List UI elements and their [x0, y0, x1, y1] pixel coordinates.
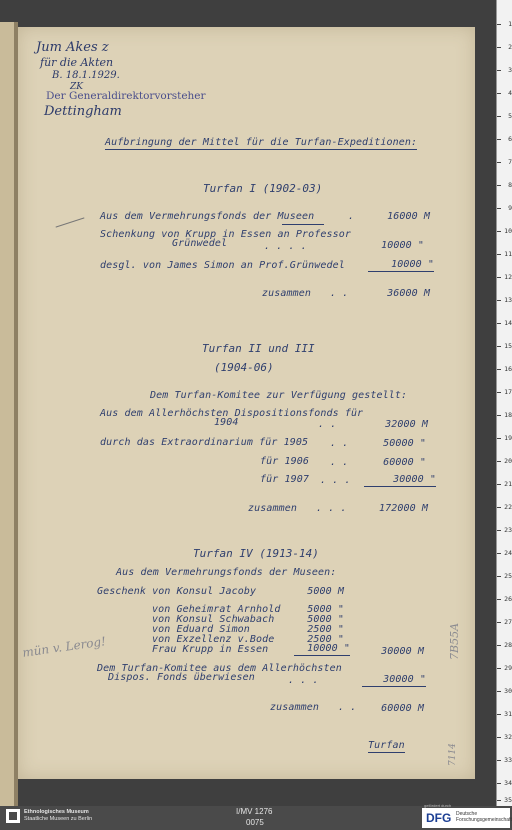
s1-total: 36000 M — [387, 288, 430, 299]
s1-total-dots: . . — [330, 288, 349, 299]
ruler-tick: 7 — [497, 159, 512, 166]
s2-intro: Dem Turfan-Komitee zur Verfügung gestellt: — [150, 390, 408, 401]
s1-row3-amount: 10000 " — [368, 259, 434, 272]
ruler-tick: 32 — [497, 734, 512, 741]
ruler-tick: 1 — [497, 21, 512, 28]
ruler-tick: 6 — [497, 136, 512, 143]
margin-note-line1: Jum Akes z — [36, 40, 109, 55]
s2-total-dots: . . . — [316, 503, 347, 514]
ruler-tick: 17 — [497, 389, 512, 396]
s3-total-label: zusammen — [270, 702, 319, 713]
s1-total-label: zusammen — [262, 288, 311, 299]
s1-row3-text: desgl. von James Simon an Prof.Grünwedel — [100, 260, 345, 271]
s2-row2-amount: 50000 " — [383, 438, 426, 449]
footer-page-number: 0075 — [246, 818, 264, 827]
s2-row4-dots: . . . — [320, 475, 351, 486]
document-title: Aufbringung der Mittel für die Turfan-Expeditionen: — [105, 137, 418, 148]
s1-underline-mark — [282, 224, 324, 225]
ruler-tick: 15 — [497, 343, 512, 350]
s2-row1-year: 1904 — [214, 417, 239, 428]
ruler-tick: 19 — [497, 435, 512, 442]
section3-heading: Turfan IV (1913-14) — [193, 547, 319, 560]
ruler-tick: 31 — [497, 711, 512, 718]
ruler-tick: 34 — [497, 780, 512, 787]
catchword: Turfan — [368, 740, 405, 751]
ruler-tick: 27 — [497, 619, 512, 626]
ruler-tick: 2 — [497, 44, 512, 51]
s2-row1-dots: . . — [318, 419, 337, 430]
s3-donor1-name: von Geheimrat Arnhold — [152, 604, 281, 615]
section2-heading: Turfan II und III — [202, 342, 315, 355]
ruler-tick: 14 — [497, 320, 512, 327]
s3-donor4-name: von Exzellenz v.Bode — [152, 634, 275, 645]
ruler-tick: 30 — [497, 688, 512, 695]
s2-row4-text: für 1907 — [260, 474, 309, 485]
footer-institution-line1: Ethnologisches Museum — [24, 809, 89, 815]
s3-intro: Aus dem Vermehrungsfonds der Museen: — [116, 567, 337, 578]
ruler-tick: 10 — [497, 228, 512, 235]
scale-ruler — [496, 0, 512, 806]
section1-heading: Turfan I (1902-03) — [203, 182, 323, 195]
s1-row1-dots: . — [348, 211, 355, 222]
s2-row1-amount: 32000 M — [385, 419, 428, 430]
footer-funder-caption: gefördert durch — [424, 803, 452, 808]
pencil-note-left: mün v. Lerog! — [21, 634, 107, 660]
s1-row1-amount: 16000 M — [387, 211, 430, 222]
s3-donor1-amount: 5000 " — [307, 604, 344, 615]
signature: Dettingham — [44, 104, 122, 119]
dfg-sub-line2: Forschungsgemeinschaft — [456, 817, 512, 823]
s3-donor3-name: von Eduard Simon — [152, 624, 250, 635]
s3-komitee-amount: 30000 " — [362, 674, 426, 687]
museum-logo-icon — [6, 809, 20, 823]
dfg-logo-subtitle — [456, 811, 512, 823]
s3-komitee-text1: Dem Turfan-Komitee aus dem Allerhöchsten — [97, 663, 342, 674]
director-stamp: Der Generaldirektorvorsteher — [46, 90, 206, 102]
s1-row2-dots: . . . . — [264, 241, 307, 252]
margin-note-line2: für die Akten — [40, 56, 114, 69]
s2-row3-text: für 1906 — [260, 456, 309, 467]
ruler-tick: 9 — [497, 205, 512, 212]
ruler-tick: 8 — [497, 182, 512, 189]
ruler-tick: 25 — [497, 573, 512, 580]
s1-row1-text: Aus dem Vermehrungsfonds der Museen — [100, 211, 315, 222]
ruler-tick: 29 — [497, 665, 512, 672]
ruler-tick: 35 — [497, 797, 512, 804]
s3-row1-text: Geschenk von Konsul Jacoby — [97, 586, 257, 597]
ruler-tick: 3 — [497, 67, 512, 74]
section2-subheading: (1904-06) — [214, 361, 274, 374]
s3-donor5-amount: 10000 " — [294, 643, 350, 656]
ruler-tick: 24 — [497, 550, 512, 557]
s3-row1-amount: 5000 M — [307, 586, 344, 597]
ruler-tick: 33 — [497, 757, 512, 764]
s2-row1-text: Aus dem Allerhöchsten Dispositionsfonds für — [100, 408, 364, 419]
s2-total: 172000 M — [379, 503, 428, 514]
footer-institution-line2: Staatliche Museen zu Berlin — [24, 816, 93, 822]
s3-komitee-text2: Dispos. Fonds überwiesen — [108, 672, 255, 683]
s2-row4-amount: 30000 " — [364, 474, 436, 487]
s2-total-label: zusammen — [248, 503, 297, 514]
ruler-tick: 12 — [497, 274, 512, 281]
ruler-tick: 22 — [497, 504, 512, 511]
ruler-tick: 26 — [497, 596, 512, 603]
s2-row2-text: durch das Extraordinarium für 1905 — [100, 437, 309, 448]
ruler-tick: 5 — [497, 113, 512, 120]
dfg-logo: DFG — [426, 811, 452, 825]
s3-subtotal: 30000 M — [381, 646, 424, 657]
pencil-inventory-number: 7B55A — [448, 622, 461, 660]
ruler-tick: 4 — [497, 90, 512, 97]
s1-row2-text: Schenkung von Krupp in Essen an Professor — [100, 229, 351, 240]
ruler-tick: 20 — [497, 458, 512, 465]
s2-row2-dots: . . — [330, 438, 349, 449]
ruler-tick: 21 — [497, 481, 512, 488]
s3-donor2-amount: 5000 " — [307, 614, 344, 625]
s3-komitee-dots: . . . — [288, 675, 319, 686]
s3-donor4-amount: 2500 " — [307, 634, 344, 645]
s3-donor2-name: von Konsul Schwabach — [152, 614, 275, 625]
s1-row2-amount: 10000 " — [381, 240, 424, 251]
s1-row2-text2: Grünwedel — [172, 238, 228, 249]
s3-donor3-amount: 2500 " — [307, 624, 344, 635]
dfg-sub-line1: Deutsche — [456, 811, 478, 817]
margin-note-line4: ZK — [70, 82, 83, 92]
s3-donor5-name: Frau Krupp in Essen — [152, 644, 269, 655]
pencil-bottom-number: 7114 — [448, 743, 458, 766]
ruler-tick: 11 — [497, 251, 512, 258]
s2-row3-dots: . . — [330, 457, 349, 468]
ruler-tick: 16 — [497, 366, 512, 373]
ruler-tick: 28 — [497, 642, 512, 649]
s2-row3-amount: 60000 " — [383, 457, 426, 468]
ruler-tick: 23 — [497, 527, 512, 534]
ruler-tick: 13 — [497, 297, 512, 304]
ruler-tick: 18 — [497, 412, 512, 419]
footer-reference: I/MV 1276 — [236, 807, 273, 816]
s3-total-dots: . . — [338, 702, 357, 713]
margin-note-line3: B. 18.1.1929. — [52, 70, 120, 81]
s3-total: 60000 M — [381, 703, 424, 714]
